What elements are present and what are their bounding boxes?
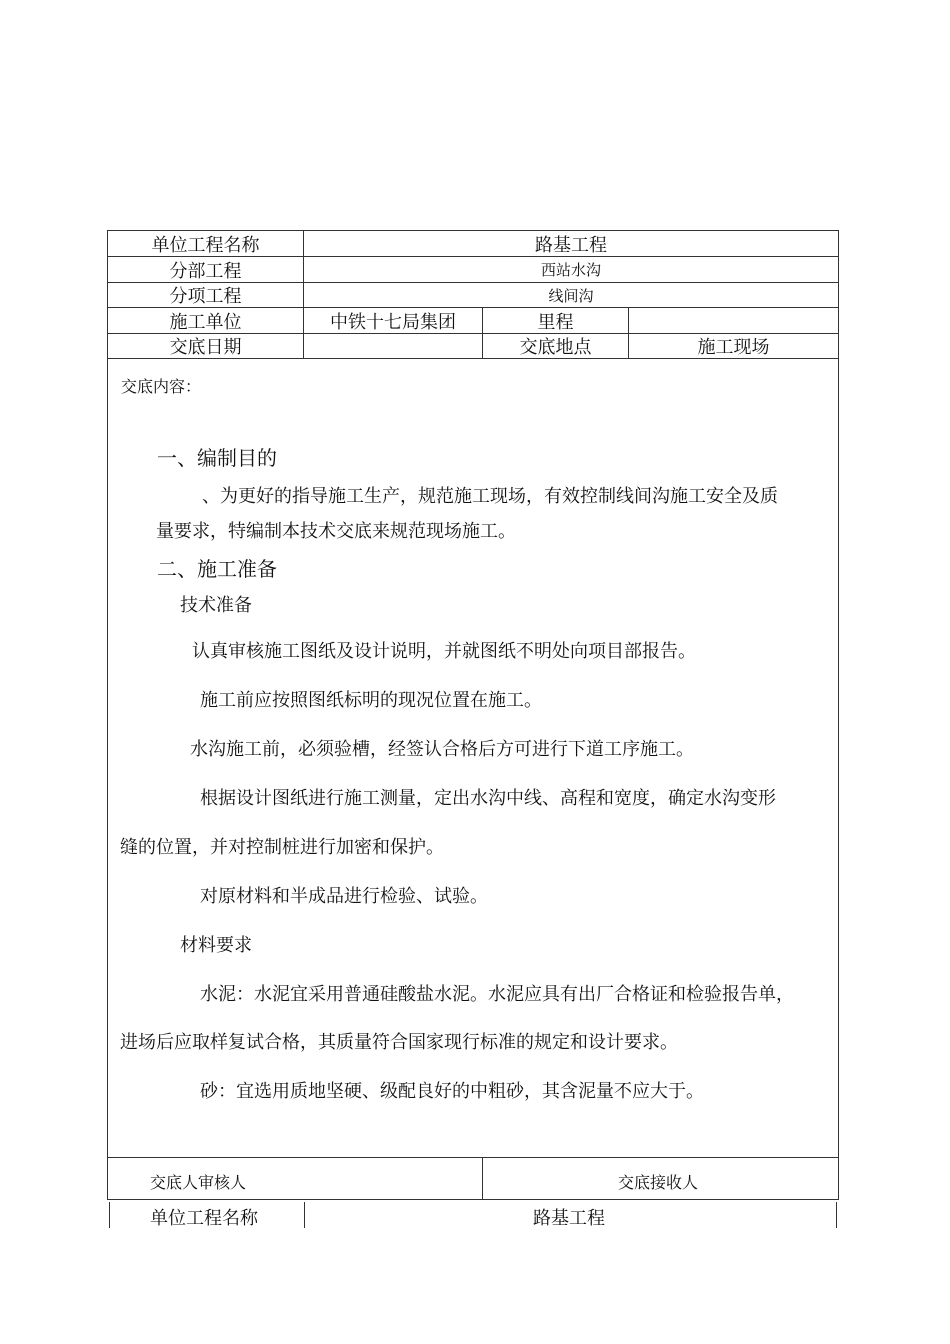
location-label: 交底地点 [519,337,592,358]
discloser-reviewer-label: 交底人审核人 [150,1173,247,1192]
receiver-label: 交底接收人 [618,1173,699,1192]
unit-project-label: 单位工程名称 [151,234,260,256]
section2-title: 二、施工准备 [157,557,277,581]
tech-prep-title: 技术准备 [180,595,252,616]
signature-col-divider [482,1157,483,1200]
contractor-label: 施工单位 [169,311,242,333]
tech-item-3: 水沟施工前，必须验槽，经签认合格后方可进行下道工序施工。 [190,739,694,760]
sand-line: 砂：宜选用质地坚硬、级配良好的中粗砂，其含泥量不应大于。 [200,1081,704,1102]
section1-para-line2: 量要求，特编制本技术交底来规范现场施工。 [156,521,516,542]
next-table-col-divider [304,1202,305,1228]
next-unit-project-value: 路基工程 [533,1208,605,1229]
division-label: 分部工程 [169,260,242,282]
tech-item-5: 对原材料和半成品进行检验、试验。 [200,886,488,907]
tech-item-4-line2: 缝的位置，并对控制桩进行加密和保护。 [120,837,444,858]
table-border-left [107,230,108,1200]
tech-item-2: 施工前应按照图纸标明的现况位置在施工。 [200,690,542,711]
subitem-value: 线间沟 [548,286,594,305]
table-border-right [838,230,839,1200]
cement-line1: 水泥：水泥宜采用普通硅酸盐水泥。水泥应具有出厂合格证和检验报告单， [200,984,794,1005]
subitem-label: 分项工程 [169,286,242,307]
tech-item-1: 认真审核施工图纸及设计说明，并就图纸不明处向项目部报告。 [192,641,696,662]
location-value: 施工现场 [697,337,770,358]
cement-line2: 进场后应取样复试合格，其质量符合国家现行标准的规定和设计要求。 [120,1032,678,1053]
mileage-value [629,308,838,333]
division-value: 西站水沟 [540,261,601,279]
date-value [304,334,482,358]
content-heading: 交底内容： [121,377,202,396]
date-label: 交底日期 [169,337,242,358]
next-unit-project-label: 单位工程名称 [150,1208,258,1229]
table-border-bottom [107,1199,839,1200]
next-table-left [109,1202,110,1228]
next-table-right [836,1202,837,1228]
material-title: 材料要求 [180,935,252,956]
section1-para-line1: 、为更好的指导施工生产，规范施工现场，有效控制线间沟施工安全及质 [202,486,778,507]
unit-project-value: 路基工程 [535,234,607,256]
tech-item-4-line1: 根据设计图纸进行施工测量，定出水沟中线、高程和宽度，确定水沟变形 [200,788,776,809]
contractor-value: 中铁十七局集团 [330,311,456,333]
mileage-label: 里程 [537,311,574,333]
section1-title: 一、编制目的 [157,446,277,470]
signature-row-top [107,1157,839,1158]
